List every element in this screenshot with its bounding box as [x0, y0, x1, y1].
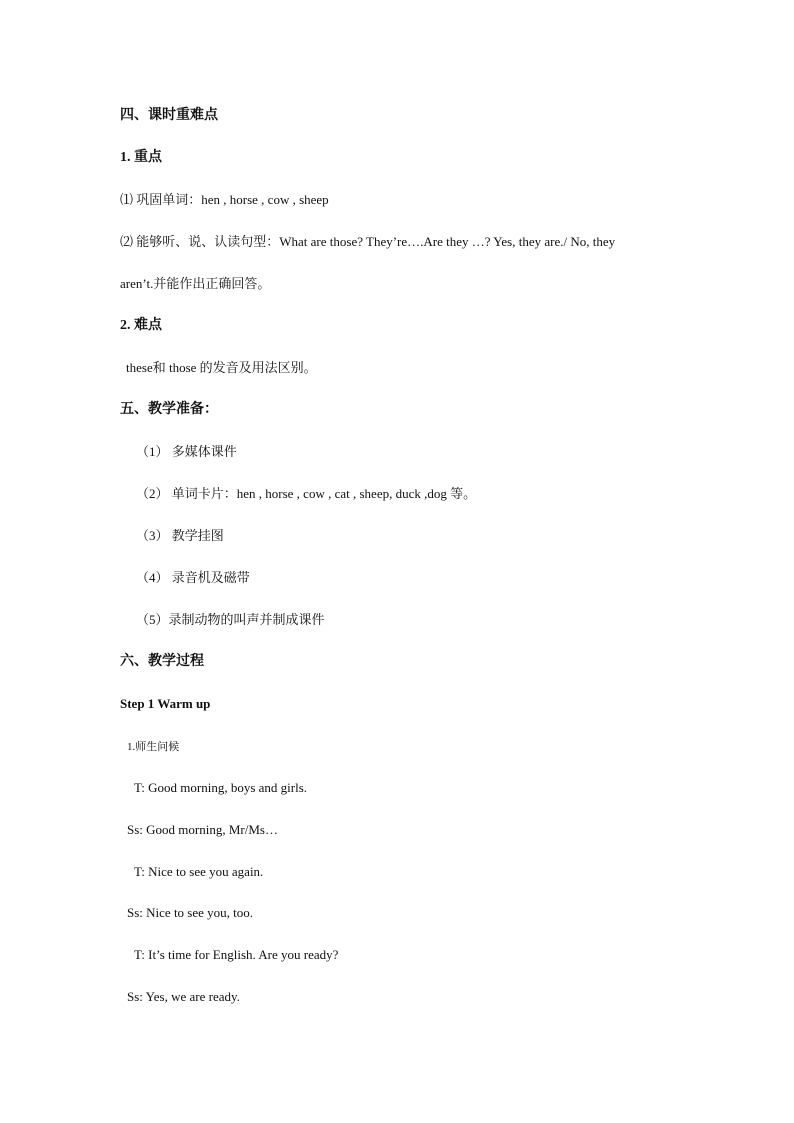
prep-item-3: （3） 教学挂图 [136, 528, 224, 543]
step-1-title: Step 1 Warm up [120, 696, 211, 711]
difficult-points-text: these和 those 的发音及用法区别。 [126, 360, 317, 375]
section-4-heading: 四、课时重难点 [120, 108, 218, 123]
key-points-heading: 1. 重点 [120, 150, 162, 165]
key-point-item-1: ⑴ 巩固单词：hen , horse , cow , sheep [120, 192, 329, 207]
prep-item-1: （1） 多媒体课件 [136, 444, 237, 459]
prep-item-5: （5）录制动物的叫声并制成课件 [136, 612, 325, 627]
dialogue-line-4: Ss: Nice to see you, too. [127, 905, 254, 920]
dialogue-line-6: Ss: Yes, we are ready. [127, 989, 240, 1004]
prep-item-4: （4） 录音机及磁带 [136, 570, 250, 585]
dialogue-line-3: T: Nice to see you again. [134, 864, 264, 879]
dialogue-line-2: Ss: Good morning, Mr/Ms… [127, 822, 278, 837]
difficult-points-heading: 2. 难点 [120, 318, 162, 333]
section-5-heading: 五、教学准备： [120, 402, 218, 417]
key-point-item-2-line-2: aren’t.并能作出正确回答。 [120, 276, 271, 291]
key-point-item-2-line-1: ⑵ 能够听、说、认读句型：What are those? They’re….Are they …? Yes, they are./ No, they [120, 234, 616, 249]
dialogue-line-5: T: It’s time for English. Are you ready? [134, 947, 339, 962]
dialogue-line-1: T: Good morning, boys and girls. [134, 780, 308, 795]
prep-item-2: （2） 单词卡片：hen , horse , cow , cat , sheep, duck ,dog 等。 [136, 486, 477, 501]
greeting-label: 1.师生问候 [127, 741, 180, 753]
section-6-heading: 六、教学过程 [120, 654, 204, 669]
